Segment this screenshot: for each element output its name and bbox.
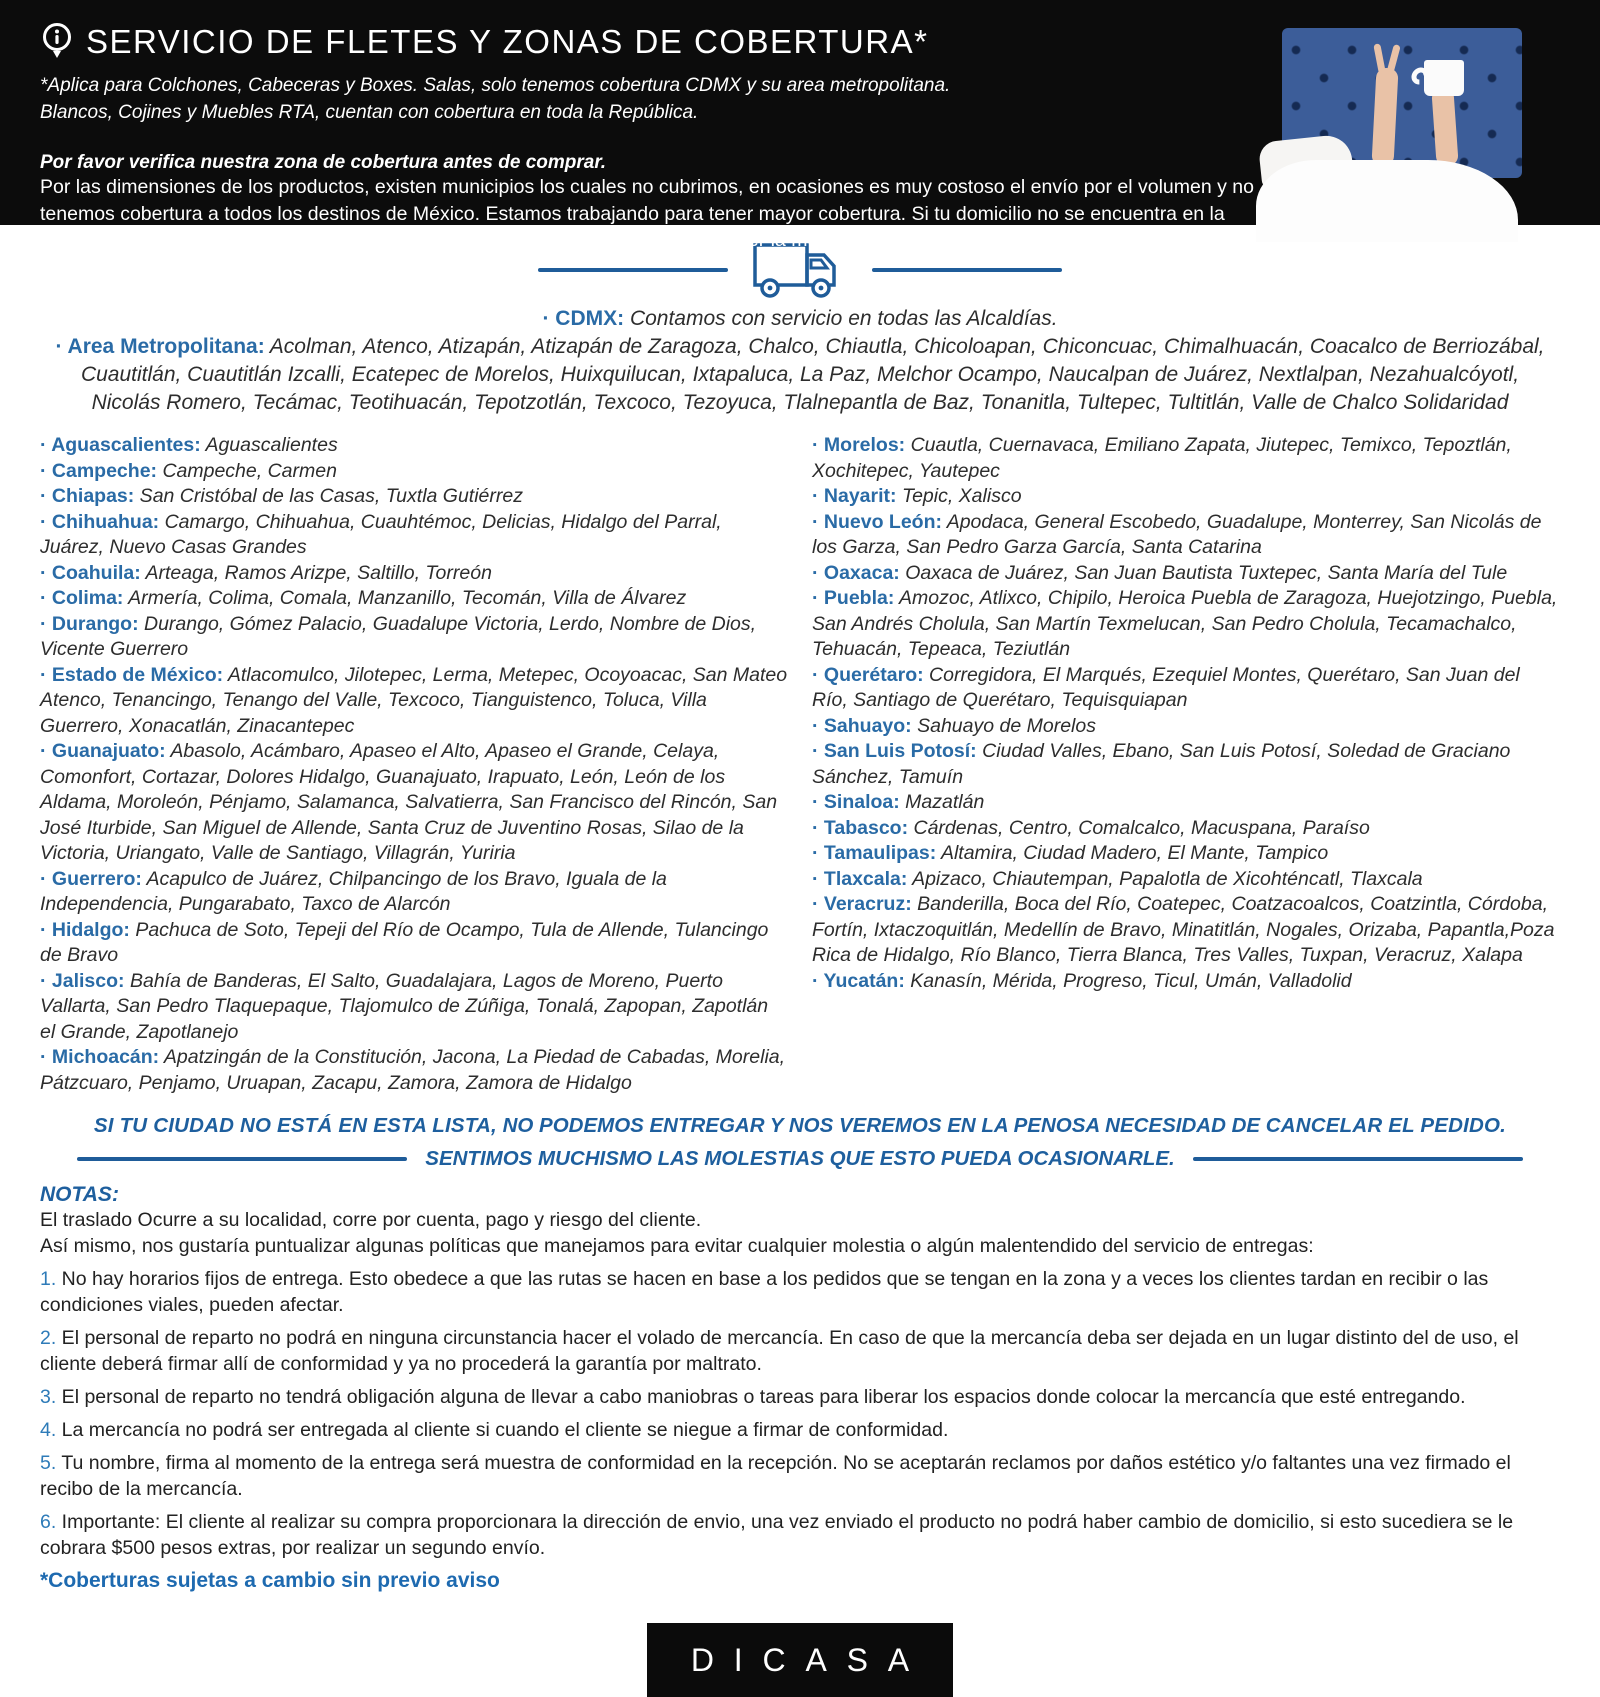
warning-strong2: CANCELAR EL PEDIDO.: [1265, 1114, 1507, 1137]
state-name-label: · Guerrero:: [40, 867, 142, 890]
state-name-label: · Colima:: [40, 587, 124, 609]
state-item: [40, 612, 788, 663]
state-cities: Kanasín, Mérida, Progreso, Ticul, Umán, Valladolid: [904, 969, 1352, 992]
state-name-label: · Chiapas:: [40, 485, 135, 507]
state-item: [812, 969, 1560, 995]
note-item: [40, 1384, 1560, 1410]
state-cities: Camargo, Chihuahua, Cuauhtémoc, Delicias, Hidalgo del Parral, Juárez, Nuevo Casas Grandes: [40, 510, 722, 558]
state-name-label: · Nayarit:: [812, 485, 897, 507]
note-text: El personal de reparto no podrá en ninguna circunstancia hacer el volado de mercancía. En caso de que la mercancía deba ser dejada en un lugar distinto del de uso, el cliente deberá firmar allí de conformidad y ya no procederá la garantía por maltrato.: [40, 1327, 1519, 1375]
state-item: [812, 790, 1560, 816]
state-name-label: · Coahuila:: [40, 561, 141, 584]
state-item: [40, 739, 788, 867]
header-banner: [0, 0, 1600, 251]
cdmx-label: · CDMX:: [542, 307, 625, 330]
metro-label: · Area Metropolitana:: [55, 335, 265, 358]
state-item: [812, 433, 1560, 484]
state-item: [812, 892, 1560, 969]
state-cities: Campeche, Carmen: [157, 459, 337, 482]
divider-rule-right: [872, 268, 1062, 272]
state-item: [40, 1045, 788, 1096]
note-text: Tu nombre, firma al momento de la entrega será muestra de conformidad en la recepción. No se aceptarán reclamos por daños estético y/o faltantes una vez firmado el recibo de la mercancía.: [40, 1452, 1511, 1500]
state-item: [812, 510, 1560, 561]
notes-list: [40, 1266, 1560, 1561]
state-cities: Pachuca de Soto, Tepeji del Río de Ocampo, Tula de Allende, Tulancingo de Bravo: [40, 918, 769, 966]
note-number: 3.: [40, 1386, 57, 1408]
state-name-label: · Chihuahua:: [40, 510, 160, 533]
state-item: [40, 459, 788, 485]
state-name-label: · Puebla:: [812, 587, 895, 609]
states-column-right: [812, 433, 1560, 1096]
state-cities: Durango, Gómez Palacio, Guadalupe Victoria, Lerdo, Nombre de Dios, Vicente Guerrero: [40, 612, 757, 660]
bedding: [1256, 160, 1518, 242]
state-cities: Abasolo, Acámbaro, Apaseo el Alto, Apaseo el Grande, Celaya, Comonfort, Cortazar, Dolores Hidalgo, Guanajuato, Irapuato, León, León de los Aldama, Moroleón, Pénjamo, Salamanca, Salvatierra, San Francisco del Rincón, San José Iturbide, San Miguel de Allende, Santa Cruz de Juventino Rosas, Silao de la Victoria, Uriangato, Valle de Santiago, Villagrán, Yuriria: [40, 740, 778, 864]
header-subtitle: [40, 72, 1230, 126]
notes-intro-line2: Así mismo, nos gustaría puntualizar algunas políticas que manejamos para evitar cualquier molestia o algún malentendido del servicio de entregas:: [40, 1235, 1314, 1257]
state-item: [812, 867, 1560, 893]
state-cities: Cárdenas, Centro, Comalcalco, Macuspana, Paraíso: [908, 816, 1370, 839]
state-name-label: · Campeche:: [40, 459, 158, 482]
state-cities: Apodaca, General Escobedo, Guadalupe, Monterrey, San Nicolás de los Garza, San Pedro Garza García, Santa Catarina: [812, 510, 1542, 558]
state-cities: Sahuayo de Morelos: [911, 714, 1096, 737]
state-name-label: · Veracruz:: [812, 893, 912, 915]
state-item: [812, 714, 1560, 740]
header-subtitle-line2: Blancos, Cojines y Muebles RTA, cuentan con cobertura en toda la República.: [40, 102, 699, 123]
warning-mid: NO PODEMOS ENTREGAR Y NOS VEREMOS EN LA PENOSA NECESIDAD DE: [496, 1114, 1266, 1137]
header-verify-line: Por favor verifica nuestra zona de cobertura antes de comprar.: [40, 152, 606, 173]
note-number: 4.: [40, 1419, 57, 1441]
coffee-mug: [1424, 60, 1464, 96]
state-cities: Mazatlán: [899, 791, 985, 813]
state-cities: Ciudad Valles, Ebano, San Luis Potosí, Soledad de Graciano Sánchez, Tamuín: [812, 740, 1511, 788]
state-cities: Corregidora, El Marqués, Ezequiel Montes, Querétaro, San Juan del Río, Santiago de Querétaro, Tequisquiapan: [812, 663, 1520, 711]
state-name-label: · Aguascalientes:: [40, 434, 201, 456]
state-item: [40, 867, 788, 918]
state-cities: Altamira, Ciudad Madero, El Mante, Tampico: [936, 842, 1329, 864]
state-cities: Apatzingán de la Constitución, Jacona, La Piedad de Cabadas, Morelia, Pátzcuaro, Penjamo, Uruapan, Zacapu, Zamora, Zamora de Hidalgo: [40, 1046, 786, 1094]
note-item: [40, 1325, 1560, 1377]
dicasa-logo: [647, 1623, 953, 1697]
state-name-label: · Yucatán:: [812, 969, 905, 992]
state-item: [812, 816, 1560, 842]
warning-rule-right: [1193, 1157, 1523, 1161]
state-name-label: · Guanajuato:: [40, 740, 166, 762]
note-number: 6.: [40, 1511, 57, 1533]
note-item: [40, 1450, 1560, 1502]
metro-cities: Acolman, Atenco, Atizapán, Atizapán de Zaragoza, Chalco, Chiautla, Chicoloapan, Chiconcuac, Chimalhuacán, Coacalco de Berriozábal, Cuautitlán, Cuautitlán Izcalli, Ecatepec de Morelos, Huixquilucan, Ixtapaluca, La Paz, Melchor Ocampo, Naucalpan de Juárez, Nextlalpan, Nezahualcóyotl, Nicolás Romero, Tecámac, Teotihuacán, Tepotzotlán, Texcoco, Tezoyuca, Tlalnepantla de Baz, Tonanitla, Tultepec, Tultitlán, Valle de Chalco Solidaridad: [80, 335, 1545, 414]
state-item: [40, 663, 788, 740]
divider-rule-left: [538, 268, 728, 272]
state-name-label: · Jalisco:: [40, 969, 125, 992]
state-item: [812, 561, 1560, 587]
state-name-label: · San Luis Potosí:: [812, 740, 977, 762]
coverage-disclaimer: *Coberturas sujetas a cambio sin previo aviso: [40, 1569, 500, 1592]
warning-strong1: SI TU CIUDAD NO ESTÁ EN ESTA LISTA,: [93, 1114, 497, 1137]
state-item: [40, 484, 788, 510]
note-item: [40, 1266, 1560, 1318]
note-item: [40, 1509, 1560, 1561]
state-cities: Apizaco, Chiautempan, Papalotla de Xicohténcatl, Tlaxcala: [907, 867, 1423, 890]
headboard-photo: [1256, 8, 1548, 224]
state-cities: San Cristóbal de las Casas, Tuxtla Gutiérrez: [134, 485, 523, 507]
notes-heading: NOTAS:: [40, 1183, 119, 1206]
info-pin-icon: [40, 22, 74, 62]
warning-apology-text: SENTIMOS MUCHISMO LAS MOLESTIAS QUE ESTO PUEDA OCASIONARLE.: [425, 1147, 1175, 1170]
note-text: El personal de reparto no tendrá obligación alguna de llevar a cabo maniobras o tareas para liberar los espacios donde colocar la mercancía que esté entregando.: [56, 1386, 1466, 1408]
header-subtitle-line1: *Aplica para Colchones, Cabeceras y Boxes. Salas, solo tenemos cobertura CDMX y su area metropolitana.: [40, 75, 951, 96]
state-name-label: · Durango:: [40, 612, 139, 635]
state-item: [40, 969, 788, 1046]
state-cities: Oaxaca de Juárez, San Juan Bautista Tuxtepec, Santa María del Tule: [899, 561, 1508, 584]
notes-intro-line1: El traslado Ocurre a su localidad, corre por cuenta, pago y riesgo del cliente.: [40, 1209, 702, 1231]
state-cities: Aguascalientes: [200, 434, 338, 456]
dicasa-logo-text: DICASA: [690, 1641, 929, 1678]
state-name-label: · Oaxaca:: [812, 561, 900, 584]
page-title: SERVICIO DE FLETES Y ZONAS DE COBERTURA*: [86, 23, 929, 60]
state-name-label: · Michoacán:: [40, 1046, 160, 1068]
state-item: [40, 561, 788, 587]
state-item: [40, 918, 788, 969]
state-name-label: · Morelos:: [812, 434, 906, 456]
notes-section: [0, 1183, 1600, 1593]
cdmx-line: [0, 307, 1600, 331]
state-cities: Amozoc, Atlixco, Chipilo, Heroica Puebla de Zaragoza, Huejotzingo, Puebla, San Andrés Cholula, San Martín Texmelucan, San Pedro Cholula, Tecamachalco, Tehuacán, Tepeaca, Teziutlán: [812, 587, 1558, 660]
note-item: [40, 1417, 1560, 1443]
warning-line2: [0, 1147, 1600, 1171]
state-cities: Tepic, Xalisco: [896, 485, 1022, 507]
state-cities: Arteaga, Ramos Arizpe, Saltillo, Torreón: [140, 561, 492, 584]
state-cities: Cuautla, Cuernavaca, Emiliano Zapata, Jiutepec, Temixco, Tepoztlán, Xochitepec, Yautepec: [812, 434, 1512, 482]
state-cities: Atlacomulco, Jilotepec, Lerma, Metepec, Ocoyoacac, San Mateo Atenco, Tenancingo, Tenango del Valle, Texcoco, Tianguistenco, Toluca, Villa Guerrero, Xonacatlán, Zinacantepec: [40, 663, 788, 737]
header-paragraph: Por las dimensiones de los productos, existen municipios los cuales no cubrimos, en ocasiones es muy costoso el envío por el volumen y no tenemos cobertura a todos los destinos de México. Estamos trabajando para tener mayor cobertura. Si tu domicilio no se encuentra en la lista, lo podemos llevar a la ciudad más cercana para que de ahí, tú puedas recoger la mercancía. Esto se llama servicio Ocurre.: [40, 176, 1254, 251]
note-text: La mercancía no podrá ser entregada al cliente si cuando el cliente se niegue a firmar de conformidad.: [56, 1419, 949, 1441]
state-item: [812, 484, 1560, 510]
warning-line1: [0, 1114, 1600, 1138]
states-coverage-list: [0, 433, 1600, 1096]
cancellation-warning: [0, 1114, 1600, 1171]
note-number: 2.: [40, 1327, 57, 1349]
state-name-label: · Tlaxcala:: [812, 867, 908, 890]
state-item: [40, 586, 788, 612]
state-item: [812, 739, 1560, 790]
state-name-label: · Querétaro:: [812, 663, 924, 686]
cdmx-text: Contamos con servicio en todas las Alcaldías.: [624, 307, 1058, 330]
state-name-label: · Sinaloa:: [812, 791, 900, 813]
metro-area-block: [45, 333, 1555, 417]
state-item: [812, 586, 1560, 663]
note-text: No hay horarios fijos de entrega. Esto obedece a que las rutas se hacen en base a los pedidos que se tengan en la zona y a veces los clientes tardan en recibir o las condiciones viales, pueden afectar.: [40, 1268, 1489, 1316]
state-cities: Acapulco de Juárez, Chilpancingo de los Bravo, Iguala de la Independencia, Pungarabato, Taxco de Alarcón: [40, 867, 667, 915]
note-number: 5.: [40, 1452, 57, 1474]
state-name-label: · Sahuayo:: [812, 714, 912, 737]
state-cities: Bahía de Banderas, El Salto, Guadalajara, Lagos de Moreno, Puerto Vallarta, San Pedro Tlaquepaque, Tlajomulco de Zúñiga, Tonalá, Zapopan, Zapotlán el Grande, Zapotlanejo: [40, 969, 769, 1043]
note-text: Importante: El cliente al realizar su compra proporcionara la dirección de envio, una vez enviado el producto no podrá haber cambio de domicilio, si esto sucediera se le cobrara $500 pesos extras, por realizar un segundo envío.: [40, 1511, 1514, 1559]
states-column-left: [40, 433, 788, 1096]
state-name-label: · Estado de México:: [40, 663, 224, 686]
state-cities: Banderilla, Boca del Río, Coatepec, Coatzacoalcos, Coatzintla, Córdoba, Fortín, Ixtaczoquitlán, Medellín de Bravo, Minatitlán, Nogales, Orizaba, Papantla,Poza Rica de Hidalgo, Río Blanco, Tierra Blanca, Tres Valles, Tuxpan, Veracruz, Xalapa: [812, 893, 1555, 966]
state-cities: Armería, Colima, Comala, Manzanillo, Tecomán, Villa de Álvarez: [123, 587, 687, 609]
state-name-label: · Hidalgo:: [40, 918, 130, 941]
state-item: [812, 663, 1560, 714]
warning-rule-left: [77, 1157, 407, 1161]
state-item: [40, 433, 788, 459]
note-number: 1.: [40, 1268, 57, 1290]
state-name-label: · Tamaulipas:: [812, 842, 937, 864]
state-item: [812, 841, 1560, 867]
state-item: [40, 510, 788, 561]
state-name-label: · Nuevo León:: [812, 510, 942, 533]
state-name-label: · Tabasco:: [812, 816, 909, 839]
